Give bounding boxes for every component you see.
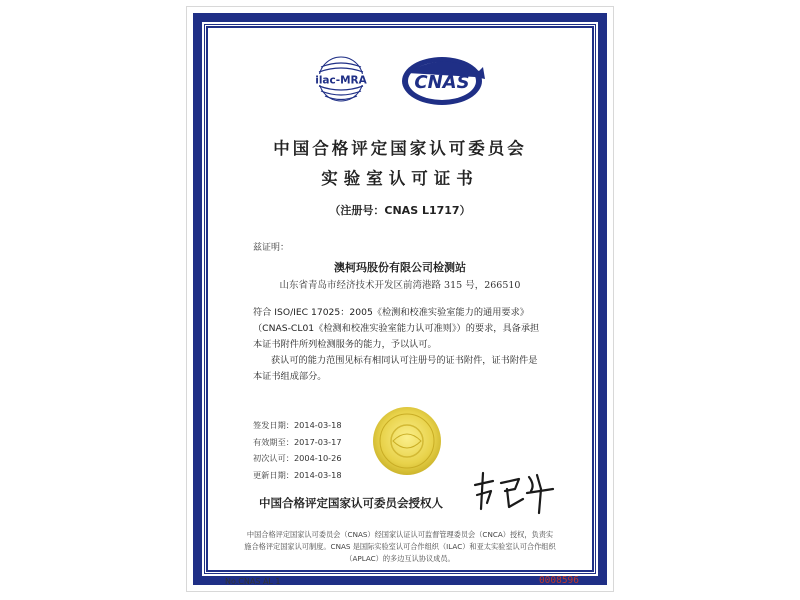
initial-accreditation-value: 2004-10-26 [293,453,342,463]
form-number: No.CNAS AL 1 [225,577,281,586]
serial-number: 0008596 [538,575,579,586]
footer-line: 施合格评定国家认可制度。CNAS 是国际实验室认可合作组织（ILAC）和亚太实验室认可合作组织 [244,542,556,551]
update-date-value: 2014-03-18 [293,469,342,480]
footer-line: （APLAC）的多边互认协议成员。 [345,554,455,563]
update-date-label: 更新日期： [253,469,294,480]
gold-seal-icon [371,405,443,477]
initial-accreditation-date [253,450,342,467]
expiry-date-label: 有效期至： [253,436,294,447]
initial-accreditation-label: 初次认可： [253,453,294,463]
cnas-logo-icon [397,53,487,109]
signature-icon [471,469,561,517]
ilac-mra-logo-icon [305,55,377,107]
paragraph-line: 本证书附件所列检测服务的能力，予以认可。 [253,339,437,350]
paragraph-line: 符合 ISO/IEC 17025：2005《检测和校准实验室能力的通用要求》 [253,307,529,318]
certificate [186,6,614,592]
registration-number: （注册号：CNAS L1717） [329,204,471,217]
issue-date-value: 2014-03-18 [293,420,342,430]
organization-address: 山东省青岛市经济技术开发区前湾港路 315 号，266510 [279,280,521,291]
organization-name: 澳柯玛股份有限公司检测站 [334,261,466,274]
update-date [253,467,342,484]
dates-block [253,417,342,483]
certificate-title: 实验室认可证书 [321,169,479,188]
issue-date [253,417,342,434]
footer-statement [227,529,573,565]
ilac-mra-logo-text: ilac-MRA [315,74,367,87]
certify-label: 兹证明： [253,243,290,253]
conformity-paragraph [253,305,553,385]
expiry-date [253,434,342,451]
paragraph-line: 获认可的能力范围见标有相同认可注册号的证书附件，证书附件是 [271,355,538,366]
cnas-logo-text: CNAS [414,72,470,93]
certificate-title-committee: 中国合格评定国家认可委员会 [273,139,527,158]
footer-line: 中国合格评定国家认可委员会（CNAS）经国家认证认可监督管理委员会（CNCA）授权，负责实 [246,530,554,539]
paragraph-line: （CNAS-CL01《检测和校准实验室能力认可准则》）的要求，具备承担 [253,323,540,334]
expiry-date-value: 2017-03-17 [293,436,342,447]
paragraph-line: 本证书组成部分。 [253,371,327,382]
authorized-signatory-label: 中国合格评定国家认可委员会授权人 [259,496,443,510]
issue-date-label: 签发日期： [253,420,294,430]
